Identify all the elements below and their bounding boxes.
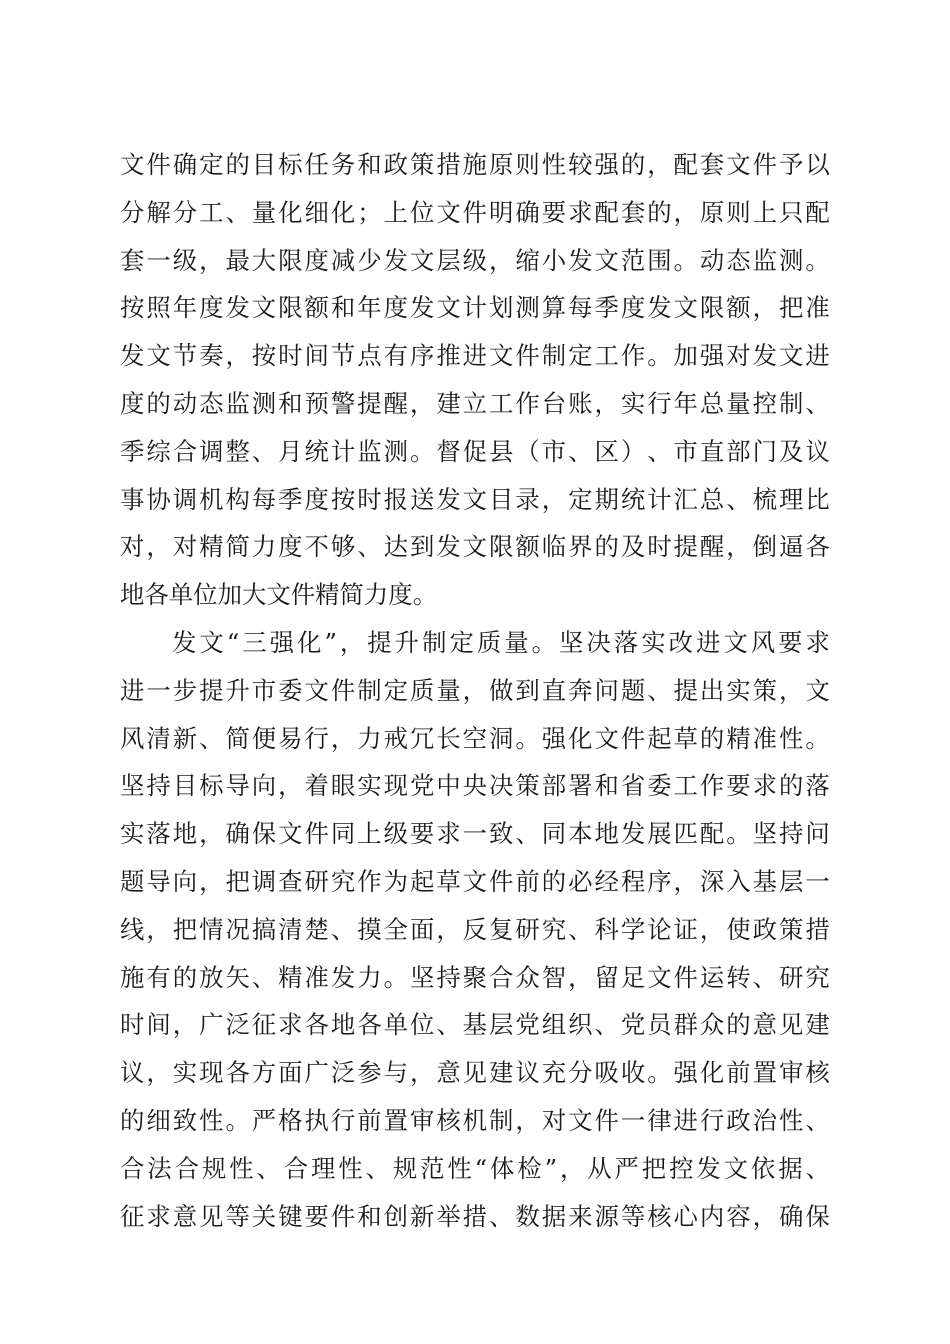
text-line: 对 ， 对 精 简 力 度 不 够 、 达 到 发 文 限 额 临 界 的 及 时 提 醒 ， 倒 逼 各 bbox=[120, 532, 830, 562]
text-line: 地各单位加大文件精简力度。 bbox=[120, 580, 438, 610]
text-line: 合 法 合 规 性 、 合 理 性 、 规 范 性 “ 体 检 ” ， 从 严 把 控 发 文 依 据 、 bbox=[120, 1153, 830, 1183]
text-line: 按 照 年 度 发 文 限 额 和 年 度 发 文 计 划 测 算 每 季 度 发 文 限 额 ， 把 准 bbox=[120, 293, 830, 323]
text-line: 的 细 致 性 。 严 格 执 行 前 置 审 核 机 制 ， 对 文 件 一 律 进 行 政 治 性 、 bbox=[120, 1105, 830, 1135]
text-line: 实 落 地 ， 确 保 文 件 同 上 级 要 求 一 致 、 同 本 地 发 展 匹 配 。 坚 持 问 bbox=[120, 819, 830, 849]
text-line: 时 间 ， 广 泛 征 求 各 地 各 单 位 、 基 层 党 组 织 、 党 员 群 众 的 意 见 建 bbox=[120, 1010, 830, 1040]
text-line: 议 ， 实 现 各 方 面 广 泛 参 与 ， 意 见 建 议 充 分 吸 收 。 强 化 前 置 审 核 bbox=[120, 1058, 830, 1088]
text-line: 坚 持 目 标 导 向 ， 着 眼 实 现 党 中 央 决 策 部 署 和 省 委 工 作 要 求 的 落 bbox=[120, 771, 830, 801]
text-line: 发 文 节 奏 ， 按 时 间 节 点 有 序 推 进 文 件 制 定 工 作 。 加 强 对 发 文 进 bbox=[120, 341, 830, 371]
text-line: 分 解 分 工 、 量 化 细 化 ； 上 位 文 件 明 确 要 求 配 套 的 ， 原 则 上 只 配 bbox=[120, 197, 830, 227]
body-text bbox=[120, 141, 830, 1240]
text-line: 进 一 步 提 升 市 委 文 件 制 定 质 量 ， 做 到 直 奔 问 题 、 提 出 实 策 ， 文 bbox=[120, 675, 830, 705]
text-line: 季 综 合 调 整 、 月 统 计 监 测 。 督 促 县 （ 市 、 区 ） 、 市 直 部 门 及 议 bbox=[120, 436, 830, 466]
text-line: 风 清 新 、 简 便 易 行 ， 力 戒 冗 长 空 洞 。 强 化 文 件 起 草 的 精 准 性 。 bbox=[120, 723, 830, 753]
text-line: 题 导 向 ， 把 调 查 研 究 作 为 起 草 文 件 前 的 必 经 程 序 ， 深 入 基 层 一 bbox=[120, 866, 830, 896]
text-line: 事 协 调 机 构 每 季 度 按 时 报 送 发 文 目 录 ， 定 期 统 计 汇 总 、 梳 理 比 bbox=[120, 484, 830, 514]
text-line: 线 ， 把 情 况 搞 清 楚 、 摸 全 面 ， 反 复 研 究 、 科 学 论 证 ， 使 政 策 措 bbox=[120, 914, 830, 944]
text-line: 度 的 动 态 监 测 和 预 警 提 醒 ， 建 立 工 作 台 账 ， 实 行 年 总 量 控 制 、 bbox=[120, 388, 830, 418]
text-line: 征 求 意 见 等 关 键 要 件 和 创 新 举 措 、 数 据 来 源 等 核 心 内 容 ， 确 保 bbox=[120, 1201, 830, 1231]
text-line: 套 一 级 ， 最 大 限 度 减 少 发 文 层 级 ， 缩 小 发 文 范 围 。 动 态 监 测 。 bbox=[120, 245, 830, 275]
text-line: 施 有 的 放 矢 、 精 准 发 力 。 坚 持 聚 合 众 智 ， 留 足 文 件 运 转 、 研 究 bbox=[120, 962, 830, 992]
paragraph-first-line: 发 文 “ 三 强 化 ” ， 提 升 制 定 质 量 。 坚 决 落 实 改 进 文 风 要 求 bbox=[172, 627, 830, 657]
text-line: 文 件 确 定 的 目 标 任 务 和 政 策 措 施 原 则 性 较 强 的 ， 配 套 文 件 予 以 bbox=[120, 150, 830, 179]
